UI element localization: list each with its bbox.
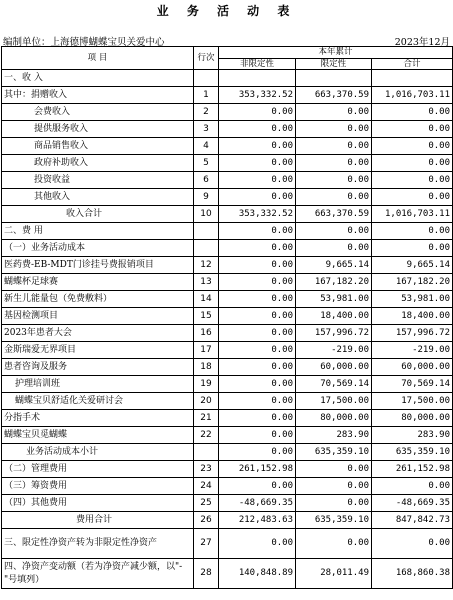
item-cell: 金斯瑞爱无界项目 (2, 342, 194, 359)
table-row (2, 138, 453, 155)
unrestricted-cell: 0.00 (219, 138, 296, 155)
restricted-cell: 167,182.20 (296, 274, 372, 291)
restricted-cell: 663,370.59 (296, 206, 372, 223)
restricted-cell: 0.00 (296, 172, 372, 189)
restricted-cell: 17,500.00 (296, 393, 372, 410)
header-restricted: 限定性 (296, 58, 372, 70)
row-no-cell: 20 (194, 393, 219, 410)
unrestricted-cell: 0.00 (219, 104, 296, 121)
table-row (2, 121, 453, 138)
unrestricted-cell: 0.00 (219, 257, 296, 274)
activity-table (1, 46, 453, 589)
item-cell: 2023年患者大会 (2, 325, 194, 342)
row-no-cell: 15 (194, 308, 219, 325)
total-cell: 0.00 (372, 172, 453, 189)
total-cell: 60,000.00 (372, 359, 453, 376)
table-row (2, 342, 453, 359)
table-row (2, 223, 453, 240)
restricted-cell: 0.00 (296, 495, 372, 512)
row-no-cell: 21 (194, 410, 219, 427)
unrestricted-cell: 0.00 (219, 410, 296, 427)
item-cell: 其中：捐赠收入 (2, 87, 194, 104)
table-row (2, 308, 453, 325)
table-row (2, 376, 453, 393)
unrestricted-cell: 0.00 (219, 325, 296, 342)
table-row (2, 155, 453, 172)
row-no-cell: 24 (194, 478, 219, 495)
table-row (2, 87, 453, 104)
row-no-cell (194, 223, 219, 240)
row-no-cell: 18 (194, 359, 219, 376)
total-cell: 0.00 (372, 223, 453, 240)
restricted-cell: 28,011.49 (296, 559, 372, 589)
table-row (2, 240, 453, 257)
item-cell: 二、费 用 (2, 223, 194, 240)
total-cell: 80,000.00 (372, 410, 453, 427)
item-cell: 商品销售收入 (2, 138, 194, 155)
row-no-cell: 26 (194, 512, 219, 529)
item-cell: 蝴蝶宝贝舒适化关爱研讨会 (2, 393, 194, 410)
total-cell: 0.00 (372, 155, 453, 172)
table-row (2, 325, 453, 342)
restricted-cell: 0.00 (296, 138, 372, 155)
item-cell: 三、限定性净资产转为非限定性净资产 (2, 529, 194, 559)
total-cell: 0.00 (372, 240, 453, 257)
total-cell: 17,500.00 (372, 393, 453, 410)
row-no-cell: 19 (194, 376, 219, 393)
restricted-cell: 0.00 (296, 189, 372, 206)
total-cell: 847,842.73 (372, 512, 453, 529)
item-cell: 患者咨询及服务 (2, 359, 194, 376)
table-row (2, 529, 453, 559)
restricted-cell: -219.00 (296, 342, 372, 359)
total-cell: 0.00 (372, 478, 453, 495)
row-no-cell: 13 (194, 274, 219, 291)
total-cell: 53,981.00 (372, 291, 453, 308)
row-no-cell: 23 (194, 461, 219, 478)
header-item: 项 目 (2, 47, 194, 70)
header-ytd: 本年累计 (219, 47, 453, 59)
unrestricted-cell: 0.00 (219, 240, 296, 257)
restricted-cell: 157,996.72 (296, 325, 372, 342)
item-cell: 会费收入 (2, 104, 194, 121)
item-cell: 收入合计 (2, 206, 194, 223)
unrestricted-cell: 353,332.52 (219, 87, 296, 104)
unrestricted-cell: 353,332.52 (219, 206, 296, 223)
restricted-cell: 0.00 (296, 155, 372, 172)
total-cell: 283.90 (372, 427, 453, 444)
table-row (2, 291, 453, 308)
unrestricted-cell: 212,483.63 (219, 512, 296, 529)
row-no-cell: 17 (194, 342, 219, 359)
row-no-cell: 12 (194, 257, 219, 274)
restricted-cell: 60,000.00 (296, 359, 372, 376)
header-total: 合计 (372, 58, 453, 70)
row-no-cell: 10 (194, 206, 219, 223)
total-cell: 167,182.20 (372, 274, 453, 291)
total-cell: -219.00 (372, 342, 453, 359)
total-cell: 0.00 (372, 529, 453, 559)
table-row (2, 427, 453, 444)
table-row (2, 104, 453, 121)
table-row (2, 172, 453, 189)
table-row (2, 410, 453, 427)
unrestricted-cell: -48,669.35 (219, 495, 296, 512)
unrestricted-cell: 140,848.89 (219, 559, 296, 589)
table-row (2, 461, 453, 478)
unrestricted-cell: 0.00 (219, 189, 296, 206)
unrestricted-cell: 0.00 (219, 376, 296, 393)
unrestricted-cell: 0.00 (219, 427, 296, 444)
item-cell: 提供服务收入 (2, 121, 194, 138)
unrestricted-cell: 0.00 (219, 359, 296, 376)
total-cell: 261,152.98 (372, 461, 453, 478)
total-cell: 0.00 (372, 189, 453, 206)
item-cell: 蝴蝶杯足球赛 (2, 274, 194, 291)
restricted-cell: 283.90 (296, 427, 372, 444)
item-cell: 费用合计 (2, 512, 194, 529)
table-row (2, 70, 453, 87)
total-cell: 18,400.00 (372, 308, 453, 325)
header-unrestricted: 非限定性 (219, 58, 296, 70)
restricted-cell: 0.00 (296, 240, 372, 257)
row-no-cell: 6 (194, 172, 219, 189)
unrestricted-cell: 0.00 (219, 155, 296, 172)
unrestricted-cell: 0.00 (219, 478, 296, 495)
table-row (2, 559, 453, 589)
restricted-cell: 635,359.10 (296, 444, 372, 461)
total-cell: 0.00 (372, 104, 453, 121)
row-no-cell: 9 (194, 189, 219, 206)
organization-label: 编制单位：上海德博蝴蝶宝贝关爱中心 (3, 37, 165, 48)
unrestricted-cell: 0.00 (219, 274, 296, 291)
total-cell: 157,996.72 (372, 325, 453, 342)
total-cell: -48,669.35 (372, 495, 453, 512)
table-row (2, 206, 453, 223)
restricted-cell: 0.00 (296, 223, 372, 240)
unrestricted-cell: 0.00 (219, 529, 296, 559)
total-cell: 1,016,703.11 (372, 206, 453, 223)
table-row (2, 189, 453, 206)
table-row (2, 444, 453, 461)
restricted-cell: 0.00 (296, 104, 372, 121)
restricted-cell: 18,400.00 (296, 308, 372, 325)
unrestricted-cell: 0.00 (219, 444, 296, 461)
row-no-cell: 4 (194, 138, 219, 155)
unrestricted-cell (219, 70, 296, 87)
row-no-cell: 14 (194, 291, 219, 308)
item-cell: （二）管理费用 (2, 461, 194, 478)
restricted-cell: 0.00 (296, 478, 372, 495)
restricted-cell: 663,370.59 (296, 87, 372, 104)
unrestricted-cell: 261,152.98 (219, 461, 296, 478)
header-row (2, 47, 453, 59)
unrestricted-cell: 0.00 (219, 121, 296, 138)
total-cell: 0.00 (372, 138, 453, 155)
item-cell: （一）业务活动成本 (2, 240, 194, 257)
table-row (2, 512, 453, 529)
row-no-cell: 22 (194, 427, 219, 444)
item-cell: （三）筹资费用 (2, 478, 194, 495)
item-cell: 业务活动成本小计 (2, 444, 194, 461)
row-no-cell: 25 (194, 495, 219, 512)
row-no-cell: 27 (194, 529, 219, 559)
item-cell: 基因检测项目 (2, 308, 194, 325)
restricted-cell: 0.00 (296, 121, 372, 138)
restricted-cell: 9,665.14 (296, 257, 372, 274)
report-period: 2023年12月 (394, 37, 450, 48)
row-no-cell (194, 70, 219, 87)
total-cell: 1,016,703.11 (372, 87, 453, 104)
restricted-cell: 53,981.00 (296, 291, 372, 308)
table-row (2, 257, 453, 274)
item-cell: 分指手术 (2, 410, 194, 427)
row-no-cell: 1 (194, 87, 219, 104)
row-no-cell: 28 (194, 559, 219, 589)
table-row (2, 478, 453, 495)
item-cell: 蝴蝶宝贝觅蝴蝶 (2, 427, 194, 444)
item-cell: 新生儿能量包（免费敷料） (2, 291, 194, 308)
row-no-cell: 2 (194, 104, 219, 121)
total-cell: 0.00 (372, 121, 453, 138)
restricted-cell: 70,569.14 (296, 376, 372, 393)
unrestricted-cell: 0.00 (219, 291, 296, 308)
row-no-cell: 5 (194, 155, 219, 172)
restricted-cell: 0.00 (296, 529, 372, 559)
report-title: 业 务 活 动 表 (156, 4, 297, 18)
restricted-cell (296, 70, 372, 87)
restricted-cell: 80,000.00 (296, 410, 372, 427)
table-row (2, 393, 453, 410)
item-cell: 投资收益 (2, 172, 194, 189)
table-row (2, 274, 453, 291)
item-cell: 护理培训班 (2, 376, 194, 393)
total-cell (372, 70, 453, 87)
unrestricted-cell: 0.00 (219, 308, 296, 325)
header-row-no: 行次 (194, 47, 219, 70)
total-cell: 9,665.14 (372, 257, 453, 274)
row-no-cell (194, 444, 219, 461)
row-no-cell (194, 240, 219, 257)
total-cell: 168,860.38 (372, 559, 453, 589)
item-cell: 政府补助收入 (2, 155, 194, 172)
restricted-cell: 0.00 (296, 461, 372, 478)
unrestricted-cell: 0.00 (219, 342, 296, 359)
item-cell: 四、净资产变动额（若为净资产减少额，以"-"号填列） (2, 559, 194, 589)
row-no-cell: 3 (194, 121, 219, 138)
item-cell: （四）其他费用 (2, 495, 194, 512)
unrestricted-cell: 0.00 (219, 393, 296, 410)
table-row (2, 495, 453, 512)
total-cell: 635,359.10 (372, 444, 453, 461)
unrestricted-cell: 0.00 (219, 172, 296, 189)
unrestricted-cell: 0.00 (219, 223, 296, 240)
table-row (2, 359, 453, 376)
row-no-cell: 16 (194, 325, 219, 342)
restricted-cell: 635,359.10 (296, 512, 372, 529)
item-cell: 其他收入 (2, 189, 194, 206)
item-cell: 一、收 入 (2, 70, 194, 87)
item-cell: 医药费-EB-MDT门诊挂号费报销项目 (2, 257, 194, 274)
total-cell: 70,569.14 (372, 376, 453, 393)
